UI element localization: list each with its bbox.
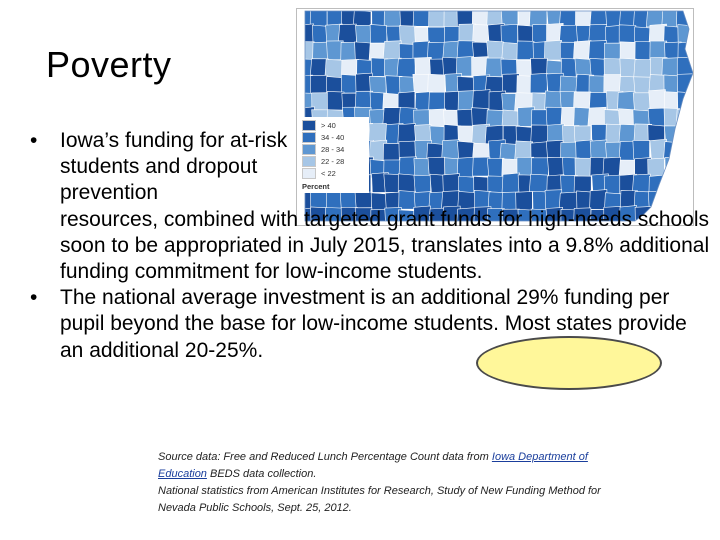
county-region	[544, 40, 561, 60]
county-region	[633, 93, 650, 112]
bullet-text: The national average investment is an additional 29% funding per pupil beyond the base for low-income students. Most states provide an additional 20-25%.	[60, 286, 687, 362]
county-region	[589, 41, 607, 60]
county-region	[297, 42, 314, 61]
county-region	[650, 41, 667, 60]
bullet-text-part: resources, combined with targeted grant funds for high-needs schools soon to be appropriated in July 2015, translates into a 9.8% additional funding commitment for low-income students.	[60, 207, 710, 284]
county-region	[487, 41, 504, 60]
county-region	[676, 110, 693, 129]
county-region	[338, 24, 356, 43]
source-link[interactable]: Iowa Department of Education	[158, 451, 588, 480]
county-region	[399, 26, 416, 45]
county-region	[429, 92, 446, 111]
county-region	[501, 24, 518, 44]
bullet-item	[30, 128, 710, 285]
legend-label: > 40	[321, 120, 336, 130]
county-region	[472, 25, 490, 44]
county-region	[559, 25, 577, 44]
county-region	[620, 42, 637, 61]
county-region	[355, 25, 372, 44]
county-region	[429, 9, 446, 27]
county-region	[677, 74, 693, 93]
source-text: Source data: Free and Reduced Lunch Percentage Count data from	[158, 451, 492, 463]
county-region	[472, 108, 489, 127]
county-region	[649, 90, 666, 110]
bullet-item	[30, 285, 710, 364]
county-region	[355, 42, 372, 61]
county-region	[310, 75, 327, 94]
county-region	[545, 91, 562, 110]
county-region	[604, 75, 621, 94]
county-region	[370, 24, 387, 43]
county-region	[297, 59, 312, 78]
county-region	[383, 41, 401, 60]
source-text: National statistics from American Institutes for Research, Study of New Funding Method for Nevada Public Schools, Sept. 25, 2012.	[158, 485, 601, 514]
legend-label: 28 - 34	[321, 144, 345, 154]
county-region	[619, 25, 636, 44]
county-region	[325, 59, 343, 78]
county-region	[397, 58, 415, 77]
county-region	[678, 92, 693, 111]
county-region	[634, 59, 652, 78]
county-region	[618, 91, 635, 111]
county-region	[485, 58, 503, 77]
county-region	[573, 41, 591, 61]
bullet-text-part: • Iowa’s funding for at-risk students and dropout prevention	[60, 129, 288, 205]
legend-label: < 22	[321, 168, 336, 178]
county-region	[588, 107, 606, 126]
county-region	[530, 73, 547, 93]
slide-title: Poverty	[46, 44, 172, 85]
county-region	[384, 9, 401, 27]
county-region	[604, 58, 621, 77]
source-note	[158, 449, 618, 517]
legend-label: 34 - 40	[321, 132, 345, 142]
county-region	[456, 56, 473, 76]
county-region	[415, 57, 432, 76]
county-region	[327, 91, 344, 110]
county-region	[413, 74, 430, 93]
bullet-list	[30, 128, 710, 364]
county-region	[413, 9, 430, 26]
county-region	[546, 107, 563, 126]
source-text: BEDS data collection.	[206, 468, 317, 480]
county-region	[428, 74, 445, 93]
legend-title: Percent	[302, 182, 330, 191]
county-region	[662, 58, 679, 77]
county-region	[635, 41, 652, 60]
county-region	[678, 25, 693, 44]
county-region	[472, 90, 490, 110]
county-region	[517, 41, 534, 60]
county-region	[589, 76, 606, 95]
legend-label: 22 - 28	[321, 156, 345, 166]
